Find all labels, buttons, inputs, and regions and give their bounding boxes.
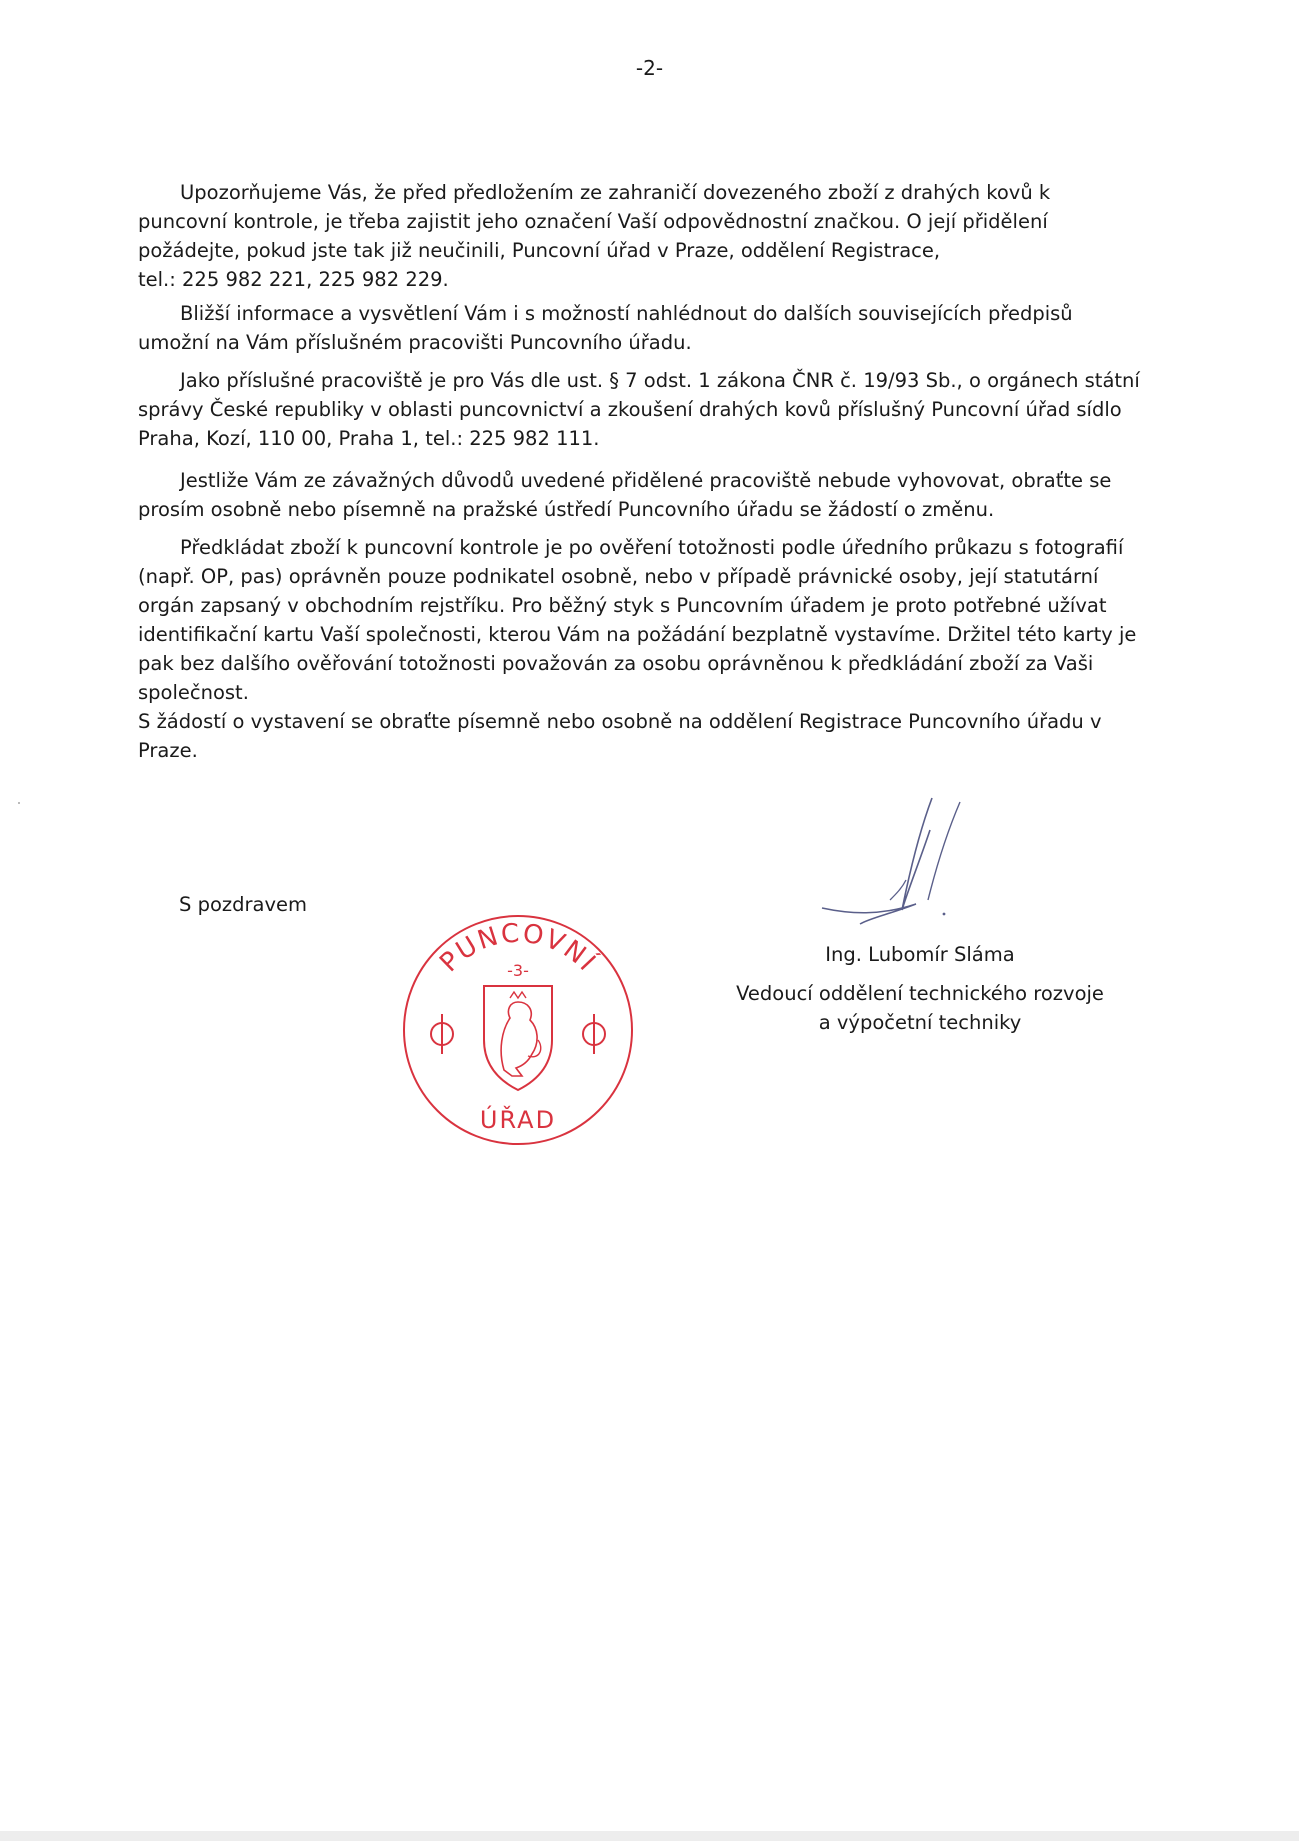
stamp-number: -3-: [507, 961, 529, 980]
paragraph-line: Jestliže Vám ze závažných důvodů uvedené přidělené pracoviště nebude vyhovovat, obraťte se: [180, 469, 1112, 492]
paragraph-line: Jako příslušné pracoviště je pro Vás dle ust. § 7 odst. 1 zákona ČNR č. 19/93 Sb., o orgánech státní: [180, 369, 1140, 392]
paragraph-line: požádejte, pokud jste tak již neučinili, Puncovní úřad v Praze, oddělení Registrace,: [138, 239, 941, 262]
handwritten-signature: [820, 790, 1000, 930]
paragraph-line: správy České republiky v oblasti puncovnictví a zkoušení drahých kovů příslušný Puncovní úřad sídlo: [138, 398, 1122, 421]
signatory-name: Ing. Lubomír Sláma: [825, 943, 1015, 966]
paragraph-line: identifikační kartu Vaší společnosti, kterou Vám na požádání bezplatně vystavíme. Držitel této karty je: [138, 623, 1137, 646]
paragraph-line: Praze.: [138, 739, 198, 762]
paragraph-line: prosím osobně nebo písemně na pražské ústředí Puncovního úřadu se žádostí o změnu.: [138, 498, 995, 521]
signatory-title-line2: a výpočetní techniky: [818, 1011, 1022, 1034]
hallmark-symbol-right-icon: [583, 1014, 605, 1054]
paragraph-line: pak bez dalšího ověřování totožnosti považován za osobu oprávněnou k předkládání zboží za Vaši: [138, 652, 1094, 675]
signatory-block: [720, 940, 1120, 1037]
page-bottom-edge: [0, 1831, 1299, 1841]
paragraph-identification-card: [138, 533, 1178, 765]
paragraph-line: S žádostí o vystavení se obraťte písemně nebo osobně na oddělení Registrace Puncovního úřadu v: [138, 710, 1102, 733]
stamp-bottom-text: ÚŘAD: [479, 1106, 557, 1134]
paragraph-line: orgán zapsaný v obchodním rejstříku. Pro běžný styk s Puncovním úřadem je proto potřebné užívat: [138, 594, 1107, 617]
hallmark-symbol-left-icon: [431, 1014, 453, 1054]
paragraph-registration-mark: [138, 178, 1178, 294]
paragraph-line: tel.: 225 982 221, 225 982 229.: [138, 268, 449, 291]
stamp-top-text: PUNCOVNÍ: [434, 918, 603, 979]
paragraph-line: umožní na Vám příslušném pracovišti Puncovního úřadu.: [138, 331, 692, 354]
paragraph-information: [138, 299, 1178, 357]
scan-artifact: [18, 802, 20, 804]
paragraph-line: (např. OP, pas) oprávněn pouze podnikatel osobně, nebo v případě právnické osoby, její statutární: [138, 565, 1099, 588]
greeting: S pozdravem: [179, 893, 307, 916]
signatory-title-line1: Vedoucí oddělení technického rozvoje: [736, 982, 1104, 1005]
paragraph-line: puncovní kontrole, je třeba zajistit jeho označení Vaší odpovědnostní značkou. O její přidělení: [138, 210, 1048, 233]
paragraph-workplace: [138, 366, 1178, 453]
paragraph-line: společnost.: [138, 681, 249, 704]
paragraph-line: Praha, Kozí, 110 00, Praha 1, tel.: 225 982 111.: [138, 427, 600, 450]
page-number: -2-: [635, 56, 664, 80]
paragraph-line: Předkládat zboží k puncovní kontrole je po ověření totožnosti podle úředního průkazu s fotografií: [180, 536, 1124, 559]
official-stamp: [398, 910, 638, 1150]
paragraph-line: Bližší informace a vysvětlení Vám i s možností nahlédnout do dalších souvisejících předpisů: [180, 302, 1073, 325]
coat-of-arms-icon: [484, 986, 552, 1090]
paragraph-change-request: [138, 466, 1178, 524]
paragraph-line: Upozorňujeme Vás, že před předložením ze zahraničí dovezeného zboží z drahých kovů k: [180, 181, 1051, 204]
